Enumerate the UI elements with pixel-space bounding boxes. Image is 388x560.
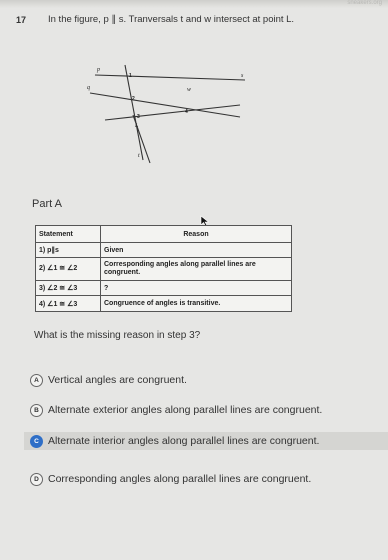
transversal-t	[125, 65, 143, 160]
geometry-figure	[75, 55, 245, 165]
header-statement: Statement	[36, 226, 101, 243]
option-bubble[interactable]: A	[30, 374, 43, 387]
answer-option-a[interactable]	[30, 371, 370, 389]
table-header-row	[36, 226, 292, 243]
statement-cell: 2) ∠1 ≅ ∠2	[36, 258, 101, 281]
faint-header-text: sneakers.org	[347, 0, 382, 6]
proof-table	[35, 225, 292, 312]
top-bar	[0, 0, 388, 8]
label-p: p	[97, 67, 100, 73]
answer-option-c[interactable]	[24, 432, 388, 450]
angle-label-2: 2	[132, 96, 135, 102]
option-text: Corresponding angles along parallel lines are congruent.	[48, 473, 312, 485]
reason-cell: Congruence of angles is transitive.	[101, 296, 292, 312]
reason-cell: Given	[101, 243, 292, 258]
angle-label-1: 1	[129, 73, 132, 79]
label-w: w	[187, 87, 192, 93]
option-bubble[interactable]: D	[30, 473, 43, 486]
question-number: 17	[16, 15, 27, 25]
line-p	[95, 75, 245, 80]
question-ask: What is the missing reason in step 3?	[34, 330, 201, 341]
table-row	[36, 258, 292, 281]
option-text: Alternate interior angles along parallel lines are congruent.	[48, 435, 320, 447]
table-row	[36, 243, 292, 258]
statement-cell: 1) p∥s	[36, 243, 101, 258]
part-label: Part A	[32, 198, 62, 210]
statement-cell: 4) ∠1 ≅ ∠3	[36, 296, 101, 312]
label-q: q	[87, 85, 90, 91]
angle-label-3: 3	[137, 114, 140, 120]
statement-cell: 3) ∠2 ≅ ∠3	[36, 281, 101, 296]
line-s	[105, 105, 240, 120]
table-row	[36, 296, 292, 312]
question-prompt: In the figure, p ∥ s. Tranversals t and w intersect at point L.	[48, 14, 295, 25]
reason-cell: Corresponding angles along parallel lines are congruent.	[101, 258, 292, 281]
option-bubble-selected[interactable]: C	[30, 435, 43, 448]
label-s: s	[241, 73, 244, 79]
header-reason: Reason	[101, 226, 292, 243]
option-bubble[interactable]: B	[30, 404, 43, 417]
label-t: t	[138, 153, 140, 159]
answer-option-b[interactable]	[30, 401, 370, 419]
angle-label-4: 4	[185, 109, 188, 115]
label-L: L	[135, 123, 139, 129]
answer-option-d[interactable]	[30, 470, 370, 488]
option-text: Vertical angles are congruent.	[48, 374, 187, 386]
option-text: Alternate exterior angles along parallel lines are congruent.	[48, 404, 323, 416]
table-row	[36, 281, 292, 296]
reason-cell-missing: ?	[101, 281, 292, 296]
